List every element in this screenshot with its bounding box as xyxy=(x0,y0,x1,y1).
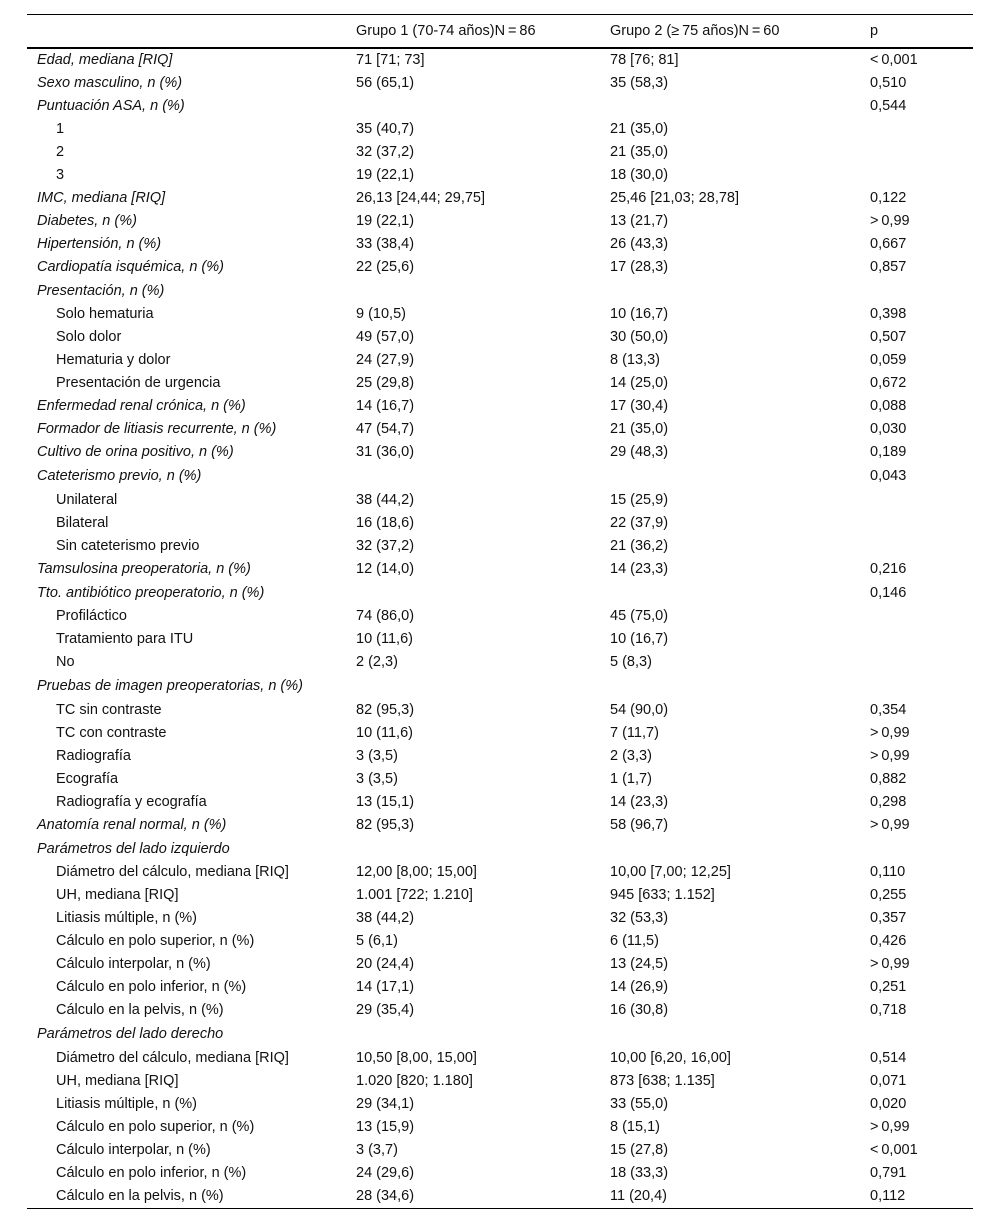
group-1-value xyxy=(346,1022,600,1047)
group-2-value: 8 (15,1) xyxy=(610,1118,660,1135)
group-1-value xyxy=(346,674,600,699)
group-1-value: 29 (35,4) xyxy=(356,1002,415,1018)
row-label: TC con contraste xyxy=(56,724,167,741)
row-label: Anatomía renal normal, n (%) xyxy=(37,816,227,833)
row-label: Diámetro del cálculo, mediana [RIQ] xyxy=(56,864,289,880)
table-row xyxy=(27,699,973,722)
row-label: 2 xyxy=(56,143,65,160)
table-row xyxy=(27,464,973,489)
row-label: Solo hematuria xyxy=(56,306,154,322)
group-2-value: 21 (35,0) xyxy=(610,143,669,160)
group-1-value: 16 (18,6) xyxy=(356,514,415,531)
group-2-value: 17 (30,4) xyxy=(610,398,669,414)
group-2-value: 10,00 [7,00; 12,25] xyxy=(610,864,731,880)
group-2-value: 15 (25,9) xyxy=(610,491,669,508)
group-2-value: 5 (8,3) xyxy=(610,654,652,670)
group-2-value: 14 (25,0) xyxy=(610,375,669,391)
p-value: 0,189 xyxy=(870,444,907,460)
p-value xyxy=(860,535,973,558)
p-value: 0,718 xyxy=(870,1002,907,1018)
row-label: Parámetros del lado izquierdo xyxy=(37,840,230,857)
table-row xyxy=(27,605,973,628)
p-value: 0,672 xyxy=(870,375,907,391)
header-row xyxy=(27,15,973,48)
header-group-2: Grupo 2 (≥ 75 años)N = 60 xyxy=(600,15,860,48)
group-1-value: 47 (54,7) xyxy=(356,421,415,437)
group-1-value: 26,13 [24,44; 29,75] xyxy=(356,189,485,206)
group-1-value xyxy=(346,837,600,862)
group-2-value: 14 (23,3) xyxy=(610,560,669,577)
table-row xyxy=(27,1139,973,1162)
header-variable xyxy=(27,15,346,48)
group-1-value: 28 (34,6) xyxy=(346,1185,600,1209)
table-row xyxy=(27,349,973,372)
table-row xyxy=(27,1022,973,1047)
p-value: 0,216 xyxy=(870,560,907,577)
group-2-value: 16 (30,8) xyxy=(610,1002,669,1018)
row-label: Presentación de urgencia xyxy=(56,375,221,391)
table-row xyxy=(27,1070,973,1093)
p-value: > 0,99 xyxy=(870,956,910,972)
row-label: Tto. antibiótico preoperatorio, n (%) xyxy=(37,584,265,601)
row-label: UH, mediana [RIQ] xyxy=(56,1072,179,1089)
table-row xyxy=(27,884,973,907)
table-row xyxy=(27,791,973,814)
table-row xyxy=(27,1116,973,1139)
group-2-value: 18 (33,3) xyxy=(610,1164,669,1181)
table-row xyxy=(27,722,973,745)
group-2-value: 17 (28,3) xyxy=(610,258,669,275)
table-row xyxy=(27,72,973,95)
group-2-value: 873 [638; 1.135] xyxy=(610,1072,715,1089)
p-value: 0,882 xyxy=(870,770,907,787)
group-1-value xyxy=(346,581,600,606)
group-1-value: 9 (10,5) xyxy=(356,306,406,322)
p-value: > 0,99 xyxy=(870,212,910,229)
group-1-value: 32 (37,2) xyxy=(356,537,415,554)
table-body xyxy=(27,48,973,1209)
p-value: 0,507 xyxy=(870,329,907,345)
group-2-value: 10 (16,7) xyxy=(610,306,669,322)
row-label: 3 xyxy=(56,166,65,183)
table-row xyxy=(27,395,973,418)
row-label: Pruebas de imagen preoperatorias, n (%) xyxy=(37,678,303,694)
table-row xyxy=(27,999,973,1022)
row-label: Enfermedad renal crónica, n (%) xyxy=(37,398,246,414)
table-row xyxy=(27,628,973,651)
table-row xyxy=(27,907,973,930)
p-value xyxy=(860,628,973,651)
row-label: Litiasis múltiple, n (%) xyxy=(56,1095,198,1112)
group-2-value: 30 (50,0) xyxy=(610,329,669,345)
table-row xyxy=(27,303,973,326)
group-1-value: 3 (3,5) xyxy=(356,747,398,764)
table-header xyxy=(27,15,973,48)
table-row xyxy=(27,1047,973,1070)
row-label: 1 xyxy=(56,120,65,137)
row-label: Cálculo en polo superior, n (%) xyxy=(56,1118,255,1135)
p-value: 0,510 xyxy=(870,74,907,91)
group-1-value: 1.001 [722; 1.210] xyxy=(356,887,473,903)
group-2-value: 54 (90,0) xyxy=(610,701,669,718)
group-1-value: 35 (40,7) xyxy=(356,120,415,137)
group-1-value: 10 (11,6) xyxy=(356,724,413,741)
p-value xyxy=(860,489,973,512)
group-1-value: 2 (2,3) xyxy=(356,654,398,670)
table-row xyxy=(27,837,973,862)
group-2-value: 14 (23,3) xyxy=(610,793,669,810)
group-2-value: 33 (55,0) xyxy=(610,1095,669,1112)
row-label: Diámetro del cálculo, mediana [RIQ] xyxy=(56,1049,289,1066)
group-2-value xyxy=(600,1022,860,1047)
p-value: 0,398 xyxy=(870,306,907,322)
p-value: < 0,001 xyxy=(870,51,918,68)
p-value: 0,043 xyxy=(870,468,907,484)
row-label: Radiografía xyxy=(56,747,131,764)
row-label: Hematuria y dolor xyxy=(56,352,171,368)
table-row xyxy=(27,210,973,233)
group-2-value xyxy=(600,837,860,862)
group-2-value: 29 (48,3) xyxy=(610,444,669,460)
row-label: Tamsulosina preoperatoria, n (%) xyxy=(37,560,251,577)
group-1-value: 19 (22,1) xyxy=(356,166,415,183)
table-row xyxy=(27,953,973,976)
table-row xyxy=(27,581,973,606)
p-value: > 0,99 xyxy=(870,724,910,741)
group-2-value: 78 [76; 81] xyxy=(610,51,679,68)
p-value: 0,357 xyxy=(870,910,907,926)
group-2-value: 15 (27,8) xyxy=(610,1141,669,1158)
p-value: 0,514 xyxy=(870,1049,907,1066)
group-2-value: 2 (3,3) xyxy=(610,747,652,764)
p-value: 0,020 xyxy=(870,1095,907,1112)
row-label: Presentación, n (%) xyxy=(37,282,165,299)
table-row xyxy=(27,674,973,699)
group-1-value: 3 (3,7) xyxy=(356,1141,398,1158)
group-1-value: 56 (65,1) xyxy=(356,74,415,91)
group-2-value: 7 (11,7) xyxy=(610,724,659,741)
table-container xyxy=(27,14,973,1209)
group-2-value xyxy=(600,674,860,699)
p-value xyxy=(860,1022,973,1047)
group-1-value: 12 (14,0) xyxy=(356,560,415,577)
row-label: Profiláctico xyxy=(56,608,127,624)
group-2-value: 945 [633; 1.152] xyxy=(610,887,715,903)
p-value: 0,298 xyxy=(870,793,907,810)
group-1-value: 13 (15,9) xyxy=(356,1118,415,1135)
p-value: 0,030 xyxy=(870,421,907,437)
table-row xyxy=(27,558,973,581)
row-label: Cálculo interpolar, n (%) xyxy=(56,956,211,972)
row-label: Puntuación ASA, n (%) xyxy=(37,97,185,114)
p-value xyxy=(860,674,973,699)
p-value: 0,354 xyxy=(870,701,907,718)
table-row xyxy=(27,930,973,953)
table-row xyxy=(27,651,973,674)
table-row xyxy=(27,233,973,256)
row-label: Unilateral xyxy=(56,491,118,508)
group-1-value: 38 (44,2) xyxy=(356,910,415,926)
group-1-value: 10 (11,6) xyxy=(356,631,413,647)
p-value: 0,122 xyxy=(870,189,907,206)
group-1-value: 71 [71; 73] xyxy=(356,51,425,68)
group-2-value: 8 (13,3) xyxy=(610,352,660,368)
group-2-value: 35 (58,3) xyxy=(610,74,669,91)
group-2-value: 10 (16,7) xyxy=(610,631,669,647)
p-value xyxy=(860,512,973,535)
table-row xyxy=(27,48,973,72)
p-value: 0,059 xyxy=(870,352,907,368)
row-label: Parámetros del lado derecho xyxy=(37,1026,224,1042)
table-row xyxy=(27,489,973,512)
group-1-value: 31 (36,0) xyxy=(356,444,415,460)
group-2-value xyxy=(600,95,860,118)
p-value xyxy=(860,651,973,674)
group-1-value: 20 (24,4) xyxy=(356,956,415,972)
group-2-value: 10,00 [6,20, 16,00] xyxy=(610,1049,731,1066)
row-label: Sexo masculino, n (%) xyxy=(37,74,183,91)
group-1-value: 22 (25,6) xyxy=(356,258,415,275)
group-2-value: 11 (20,4) xyxy=(600,1185,860,1209)
row-label: Radiografía y ecografía xyxy=(56,793,207,810)
p-value xyxy=(860,141,973,164)
row-label: Solo dolor xyxy=(56,329,122,345)
group-2-value: 26 (43,3) xyxy=(610,235,669,252)
p-value: 0,112 xyxy=(860,1185,973,1209)
row-label: IMC, mediana [RIQ] xyxy=(37,189,166,206)
row-label: Cálculo en polo inferior, n (%) xyxy=(56,979,247,995)
p-value: 0,071 xyxy=(870,1072,907,1089)
table-row xyxy=(27,256,973,279)
p-value: 0,255 xyxy=(870,887,907,903)
p-value xyxy=(860,605,973,628)
row-label: TC sin contraste xyxy=(56,701,162,718)
table-row xyxy=(27,535,973,558)
table-row xyxy=(27,141,973,164)
table-row xyxy=(27,861,973,884)
group-1-value: 24 (29,6) xyxy=(356,1164,415,1181)
row-label: Cálculo en polo superior, n (%) xyxy=(56,933,255,949)
row-label: Formador de litiasis recurrente, n (%) xyxy=(37,421,277,437)
group-1-value: 24 (27,9) xyxy=(356,352,415,368)
row-label: Cálculo interpolar, n (%) xyxy=(56,1141,211,1158)
group-1-value: 25 (29,8) xyxy=(356,375,415,391)
table-row xyxy=(27,1162,973,1185)
row-label: Cardiopatía isquémica, n (%) xyxy=(37,258,224,275)
group-1-value: 49 (57,0) xyxy=(356,329,415,345)
row-label: Bilateral xyxy=(56,514,109,531)
group-1-value: 1.020 [820; 1.180] xyxy=(356,1072,473,1089)
group-1-value: 82 (95,3) xyxy=(356,816,415,833)
row-label: Cateterismo previo, n (%) xyxy=(37,468,202,484)
group-2-value: 18 (30,0) xyxy=(610,166,669,183)
table-row xyxy=(27,814,973,837)
data-table xyxy=(27,14,973,1209)
group-2-value: 13 (21,7) xyxy=(610,212,669,229)
table-row xyxy=(27,164,973,187)
group-1-value xyxy=(346,279,600,304)
p-value: 0,146 xyxy=(870,584,907,601)
group-1-value xyxy=(346,464,600,489)
p-value: 0,251 xyxy=(870,979,907,995)
p-value: 0,088 xyxy=(870,398,907,414)
p-value: > 0,99 xyxy=(870,816,910,833)
group-2-value: 1 (1,7) xyxy=(610,770,652,787)
group-1-value: 29 (34,1) xyxy=(356,1095,415,1112)
p-value xyxy=(860,118,973,141)
group-2-value: 58 (96,7) xyxy=(610,816,669,833)
p-value: 0,426 xyxy=(870,933,907,949)
row-label: Hipertensión, n (%) xyxy=(37,235,162,252)
group-2-value: 14 (26,9) xyxy=(610,979,669,995)
row-label: Tratamiento para ITU xyxy=(56,631,194,647)
row-label: No xyxy=(56,654,75,670)
p-value: > 0,99 xyxy=(870,1118,910,1135)
group-1-value: 13 (15,1) xyxy=(356,793,415,810)
p-value: 0,110 xyxy=(870,864,906,880)
group-1-value: 3 (3,5) xyxy=(356,770,398,787)
row-label: UH, mediana [RIQ] xyxy=(56,887,179,903)
row-label: Cultivo de orina positivo, n (%) xyxy=(37,444,234,460)
table-row xyxy=(27,372,973,395)
row-label: Cálculo en polo inferior, n (%) xyxy=(56,1164,247,1181)
p-value xyxy=(860,164,973,187)
group-2-value: 13 (24,5) xyxy=(610,956,669,972)
p-value xyxy=(860,279,973,304)
table-row xyxy=(27,1093,973,1116)
group-1-value: 12,00 [8,00; 15,00] xyxy=(356,864,477,880)
p-value: 0,667 xyxy=(870,235,907,252)
p-value: 0,857 xyxy=(870,258,907,275)
table-row xyxy=(27,187,973,210)
table-row xyxy=(27,745,973,768)
group-2-value: 21 (35,0) xyxy=(610,421,669,437)
p-value: < 0,001 xyxy=(870,1141,918,1158)
table-row xyxy=(27,512,973,535)
group-1-value: 38 (44,2) xyxy=(356,491,415,508)
row-label: Diabetes, n (%) xyxy=(37,212,137,229)
table-row xyxy=(27,118,973,141)
table-row xyxy=(27,976,973,999)
group-1-value: 74 (86,0) xyxy=(356,608,415,624)
row-label: Edad, mediana [RIQ] xyxy=(37,51,173,68)
group-2-value xyxy=(600,581,860,606)
group-1-value: 32 (37,2) xyxy=(356,143,415,160)
group-2-value: 21 (35,0) xyxy=(610,120,669,137)
table-row xyxy=(27,326,973,349)
group-2-value: 25,46 [21,03; 28,78] xyxy=(610,189,739,206)
table-row xyxy=(27,418,973,441)
group-2-value: 6 (11,5) xyxy=(610,933,659,949)
group-1-value: 10,50 [8,00, 15,00] xyxy=(356,1049,477,1066)
row-label: Cálculo en la pelvis, n (%) xyxy=(56,1002,224,1018)
group-1-value: 14 (17,1) xyxy=(356,979,415,995)
table-row xyxy=(27,279,973,304)
group-1-value xyxy=(346,95,600,118)
group-2-value: 32 (53,3) xyxy=(610,910,669,926)
group-1-value: 14 (16,7) xyxy=(356,398,415,414)
group-2-value xyxy=(600,279,860,304)
group-1-value: 33 (38,4) xyxy=(356,235,415,252)
p-value: 0,791 xyxy=(870,1164,907,1181)
row-label: Cálculo en la pelvis, n (%) xyxy=(27,1185,346,1209)
header-p-value: p xyxy=(860,15,973,48)
header-group-1: Grupo 1 (70-74 años)N = 86 xyxy=(346,15,600,48)
group-2-value: 21 (36,2) xyxy=(610,537,669,554)
table-row xyxy=(27,768,973,791)
table-row xyxy=(27,1185,973,1209)
group-1-value: 19 (22,1) xyxy=(356,212,415,229)
group-2-value: 22 (37,9) xyxy=(610,514,669,531)
table-row xyxy=(27,95,973,118)
p-value: > 0,99 xyxy=(870,747,910,764)
table-row xyxy=(27,441,973,464)
p-value xyxy=(860,837,973,862)
row-label: Ecografía xyxy=(56,770,119,787)
group-2-value xyxy=(600,464,860,489)
row-label: Sin cateterismo previo xyxy=(56,537,200,554)
row-label: Litiasis múltiple, n (%) xyxy=(56,910,198,926)
group-2-value: 45 (75,0) xyxy=(610,608,669,624)
group-1-value: 82 (95,3) xyxy=(356,701,415,718)
group-1-value: 5 (6,1) xyxy=(356,933,398,949)
p-value: 0,544 xyxy=(870,97,907,114)
